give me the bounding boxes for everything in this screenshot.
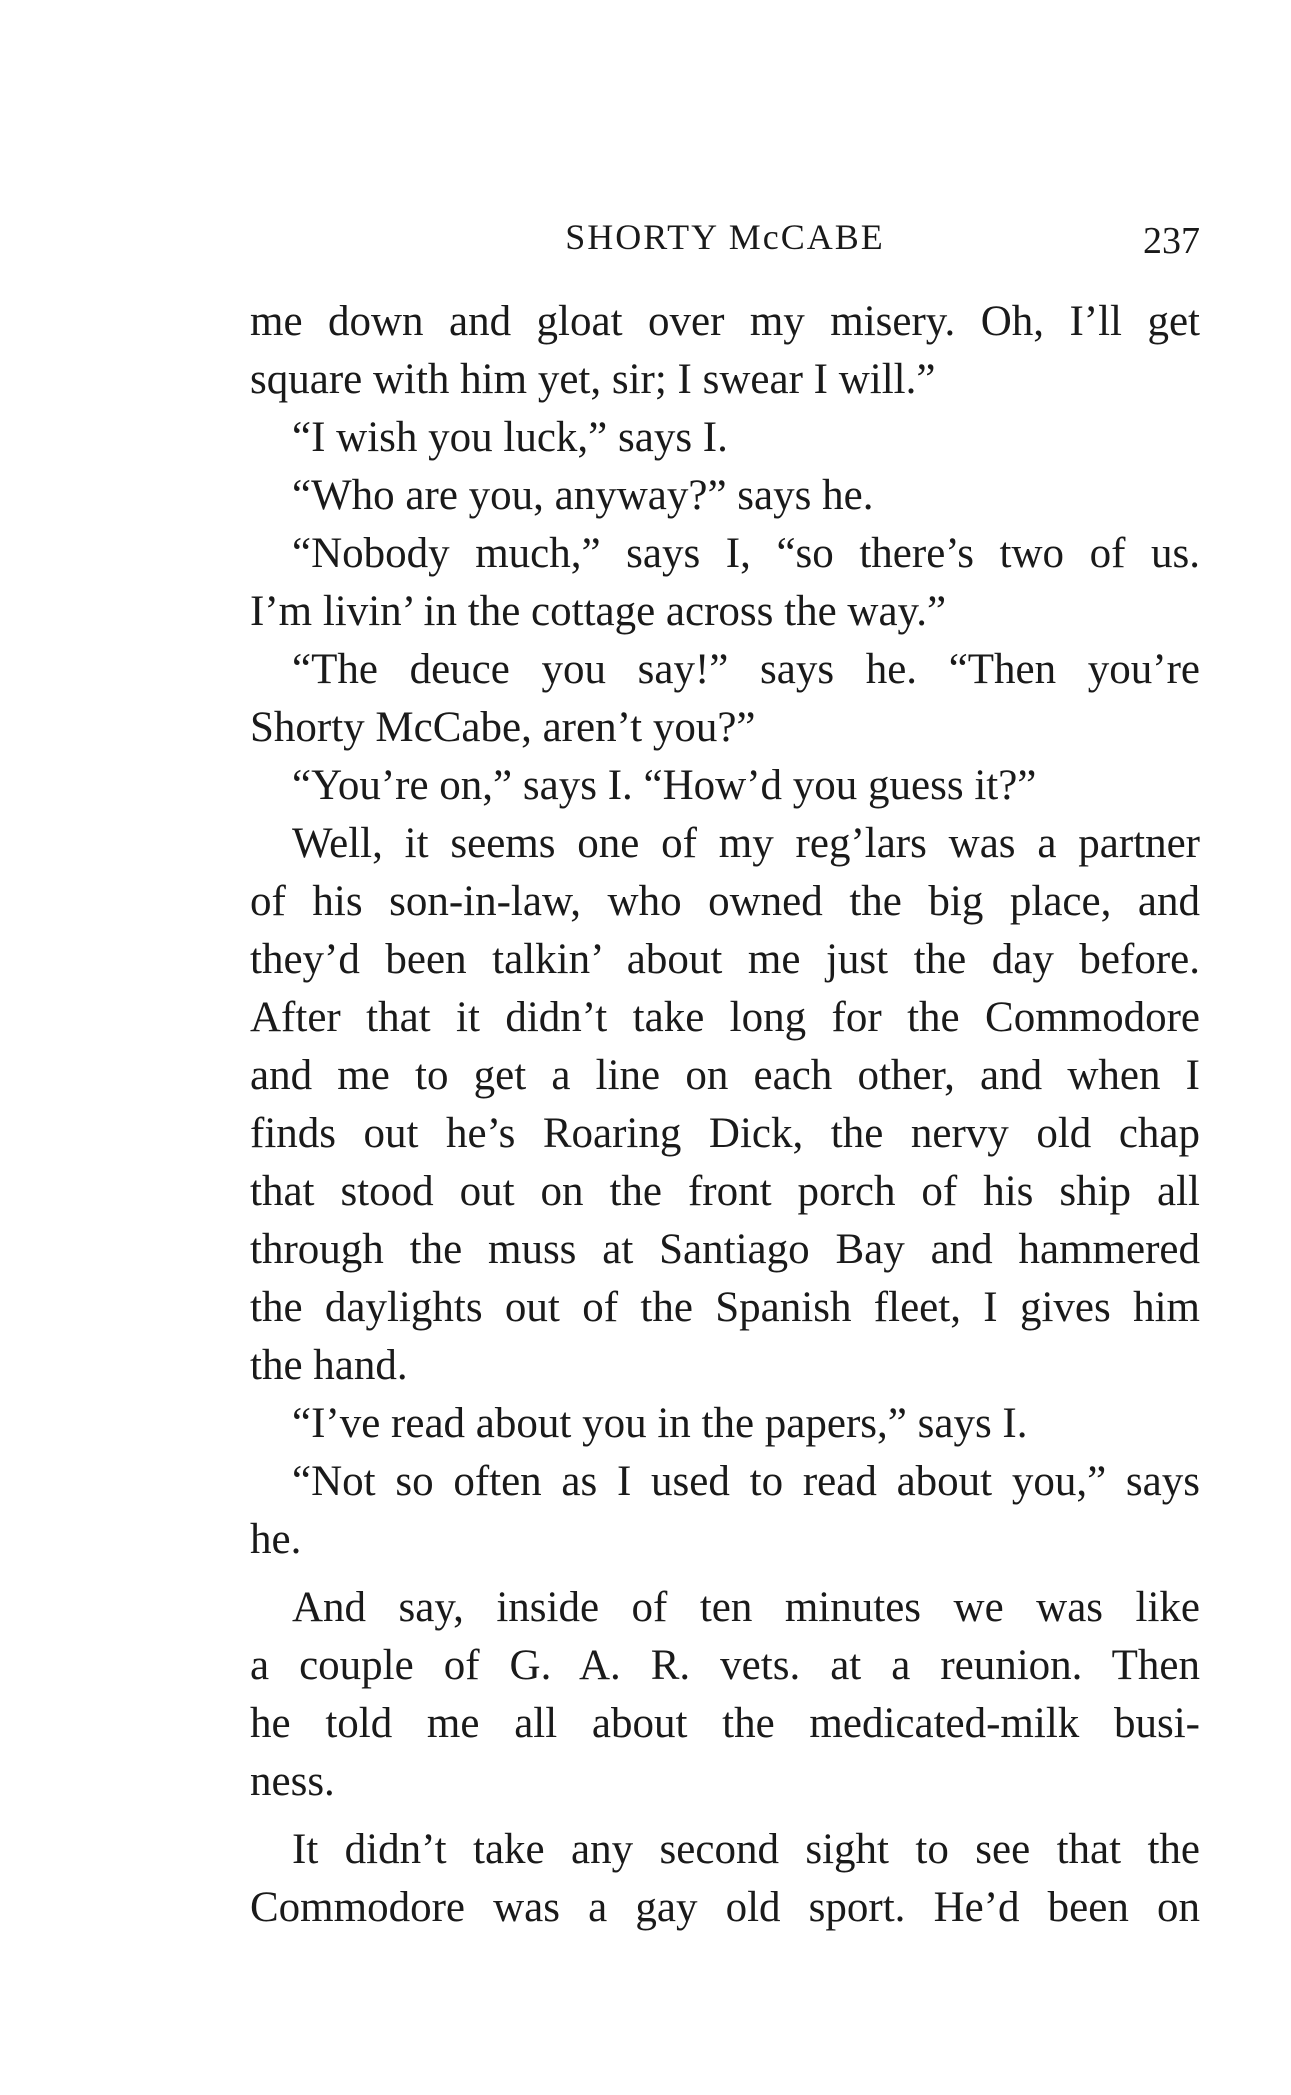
text-line: It didn’t take any second sight to see that the (292, 1826, 1200, 1873)
text-line: Well, it seems one of my reg’lars was a partner (292, 820, 1200, 867)
text-line: he. (250, 1516, 302, 1563)
text-line: “I wish you luck,” says I. (292, 414, 728, 461)
running-title: SHORTY McCABE (565, 217, 885, 257)
text-line: “I’ve read about you in the papers,” says I. (292, 1400, 1028, 1447)
text-line: “Not so often as I used to read about you,” says (292, 1458, 1200, 1505)
text-line: finds out he’s Roaring Dick, the nervy old chap (250, 1110, 1200, 1157)
text-line: the daylights out of the Spanish fleet, I gives him (250, 1284, 1200, 1331)
text-line: And say, inside of ten minutes we was like (292, 1584, 1200, 1631)
page-number: 237 (1143, 220, 1200, 262)
running-head (250, 212, 1200, 262)
text-line: Commodore was a gay old sport. He’d been on (250, 1884, 1200, 1931)
text-line: “Who are you, anyway?” says he. (292, 472, 874, 519)
text-line: square with him yet, sir; I swear I will.” (250, 356, 936, 403)
text-line: they’d been talkin’ about me just the day before. (250, 936, 1200, 983)
text-line: a couple of G. A. R. vets. at a reunion. Then (250, 1642, 1200, 1689)
text-line: Shorty McCabe, aren’t you?” (250, 704, 756, 751)
text-line: through the muss at Santiago Bay and hammered (250, 1226, 1200, 1273)
text-line: “Nobody much,” says I, “so there’s two of us. (292, 530, 1200, 577)
text-line: the hand. (250, 1342, 408, 1389)
text-line: ness. (250, 1758, 335, 1805)
text-line: and me to get a line on each other, and when I (250, 1052, 1200, 1099)
text-line: After that it didn’t take long for the Commodore (250, 994, 1200, 1041)
text-line: that stood out on the front porch of his ship all (250, 1168, 1200, 1215)
text-line: me down and gloat over my misery. Oh, I’ll get (250, 298, 1200, 345)
text-line: I’m livin’ in the cottage across the way.” (250, 588, 947, 635)
body-text (250, 293, 1200, 1937)
text-line: of his son-in-law, who owned the big place, and (250, 878, 1200, 925)
text-line: “The deuce you say!” says he. “Then you’re (292, 646, 1200, 693)
text-line: “You’re on,” says I. “How’d you guess it?” (292, 762, 1037, 809)
text-line: he told me all about the medicated-milk busi- (250, 1700, 1200, 1747)
